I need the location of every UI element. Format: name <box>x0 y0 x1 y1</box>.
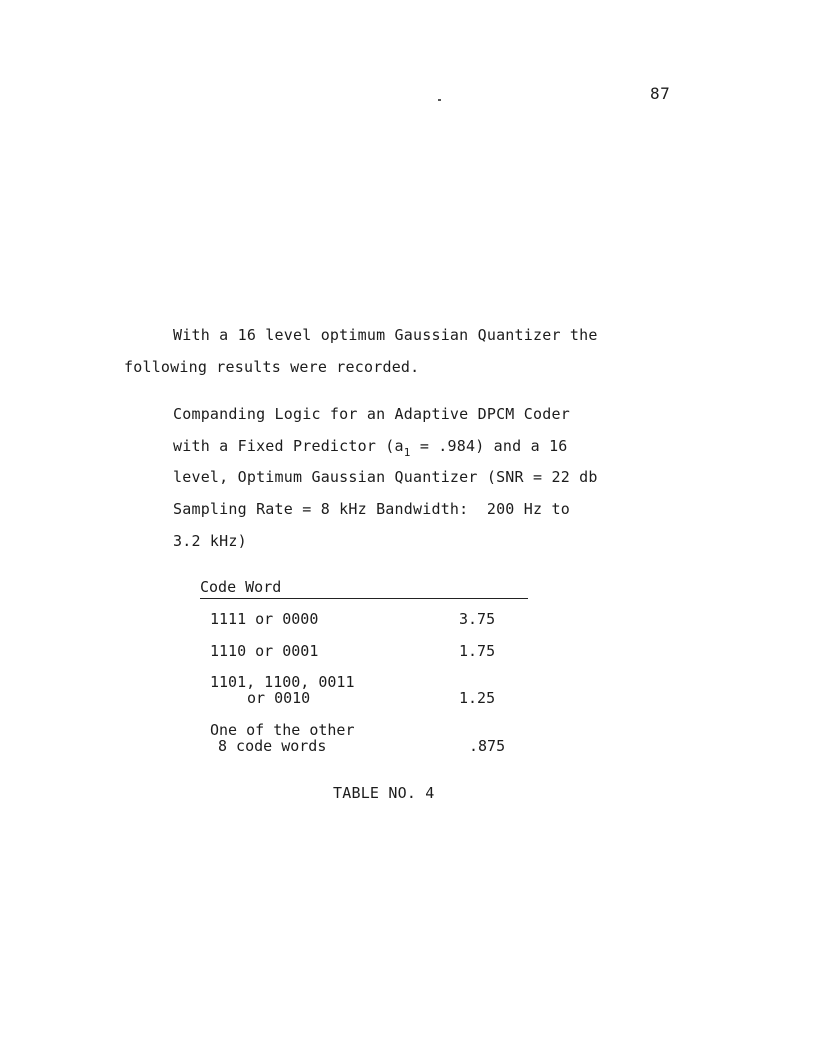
code-word-cell-line-1: One of the other <box>210 721 355 739</box>
page-number: 87 <box>650 84 671 103</box>
intro-line-2: following results were recorded. <box>124 358 420 376</box>
caption-line-1: Companding Logic for an Adaptive DPCM Coder <box>173 405 570 423</box>
value-cell: 1.75 <box>459 642 496 660</box>
value-cell: .875 <box>469 737 506 755</box>
code-word-cell-line-2: or 0010 <box>247 689 311 707</box>
caption-line-2-start: with a Fixed Predictor (a <box>173 437 404 455</box>
code-word-cell: 1110 or 0001 <box>210 642 319 660</box>
caption-line-3: level, Optimum Gaussian Quantizer (SNR = 22 db <box>173 468 598 486</box>
code-word-cell: 1111 or 0000 <box>210 610 319 628</box>
caption-line-5: 3.2 kHz) <box>173 532 247 550</box>
code-word-cell-line-1: 1101, 1100, 0011 <box>210 673 355 691</box>
code-word-cell-line-2: 8 code words <box>218 737 327 755</box>
caption-line-2-end: = .984) and a 16 <box>410 437 568 455</box>
table-header-row <box>200 578 528 599</box>
caption-line-4: Sampling Rate = 8 kHz Bandwidth: 200 Hz to <box>173 500 570 518</box>
caption-line-2 <box>173 437 568 459</box>
intro-line-1: With a 16 level optimum Gaussian Quantizer the <box>173 326 598 344</box>
value-cell: 1.25 <box>459 689 496 707</box>
table-title: TABLE NO. 4 <box>333 784 435 802</box>
ink-speck <box>438 99 441 101</box>
column-header-code-word: Code Word <box>200 578 282 596</box>
value-cell: 3.75 <box>459 610 496 628</box>
predictor-subscript: 1 <box>403 446 411 459</box>
